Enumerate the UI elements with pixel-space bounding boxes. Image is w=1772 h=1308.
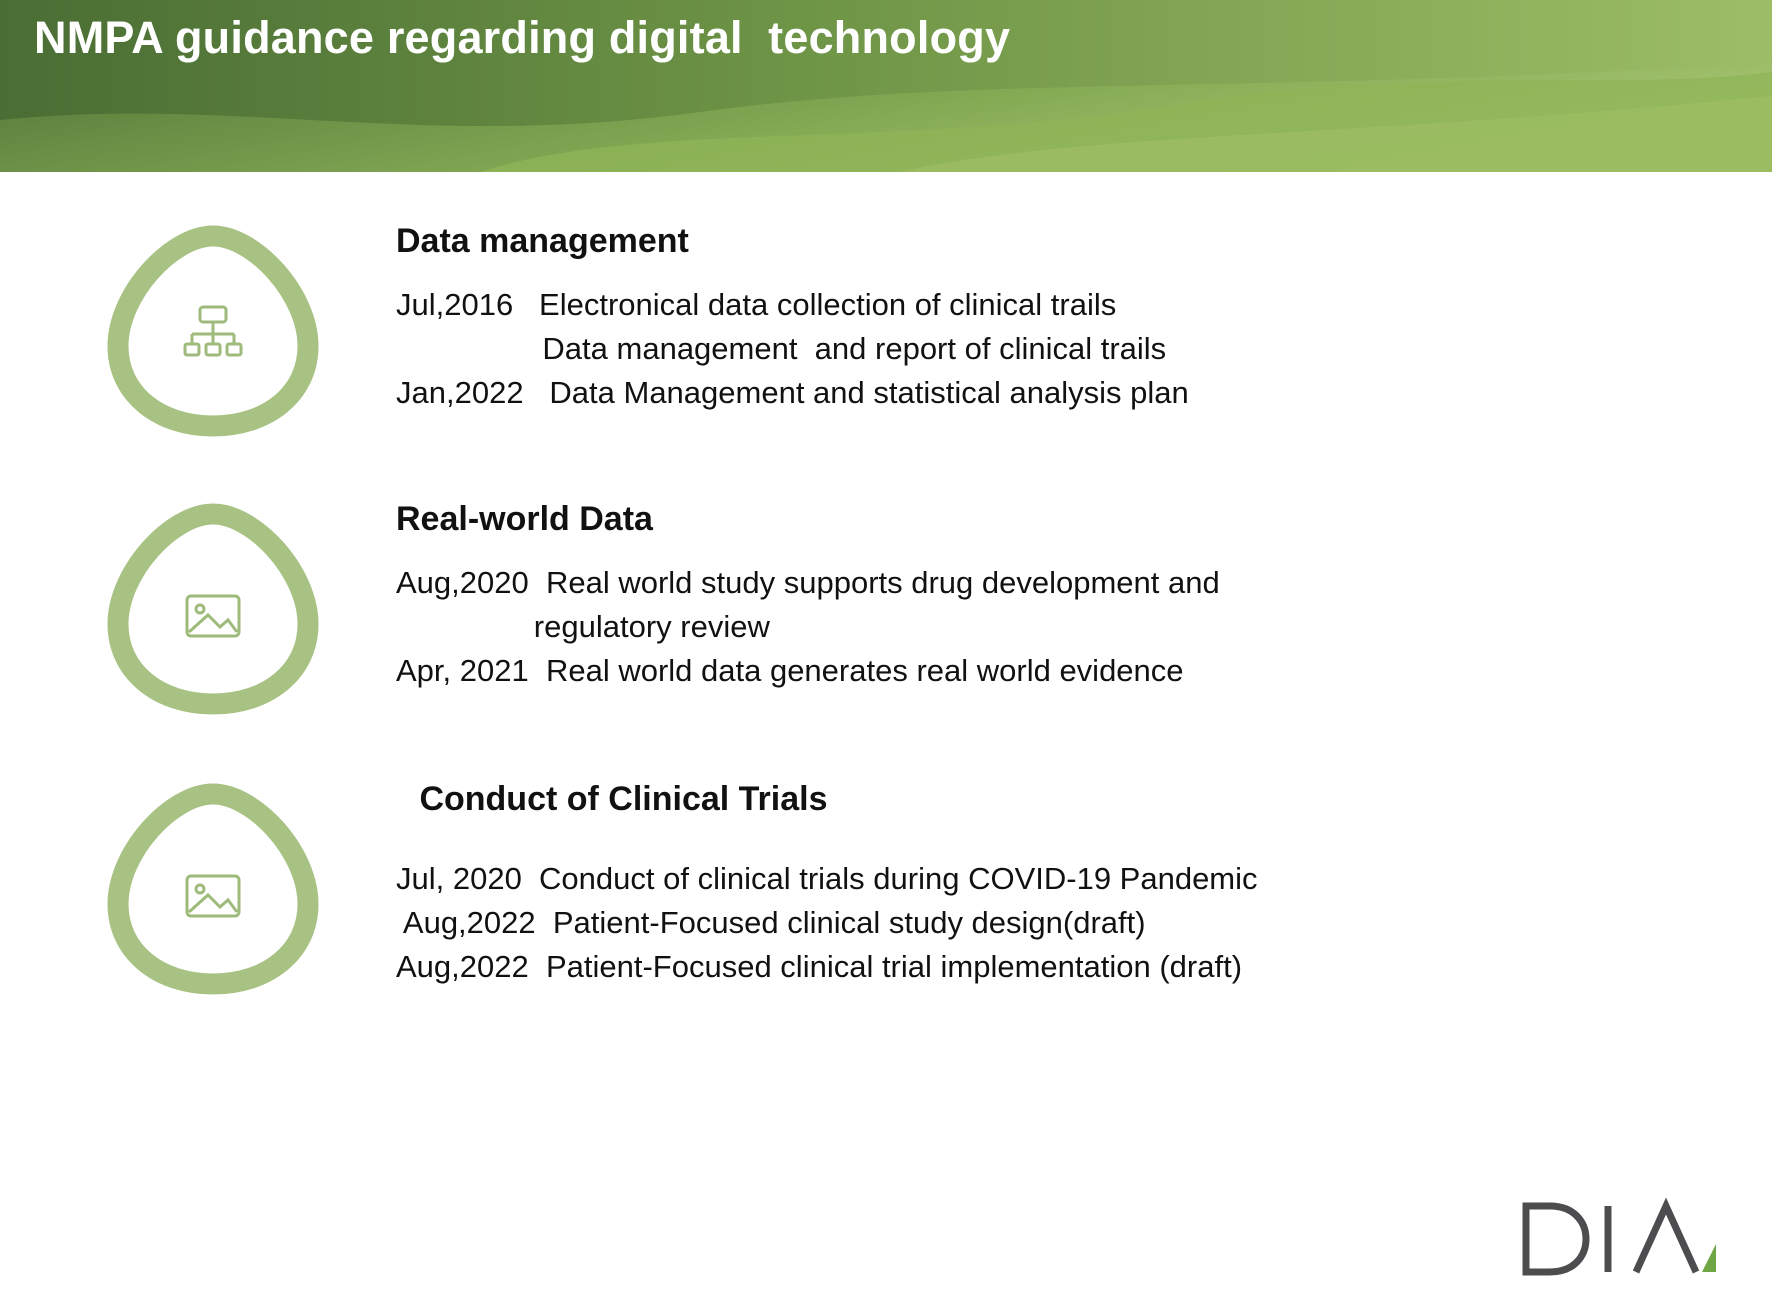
section-2-text — [396, 500, 1716, 693]
section-1-line-1: Jul,2016 Electronical data collection of clinical trails — [396, 287, 1117, 322]
section-3-line-1: Jul, 2020 Conduct of clinical trials during COVID-19 Pandemic — [396, 861, 1258, 896]
section-3-line-2: Aug,2022 Patient-Focused clinical study design(draft) — [396, 905, 1146, 941]
image-icon — [104, 780, 322, 998]
slide-header-banner — [0, 0, 1772, 172]
section-3-line-3: Aug,2022 Patient-Focused clinical trial implementation (draft) — [396, 949, 1243, 985]
section-2-line-1: Aug,2020 Real world study supports drug development and — [396, 565, 1220, 600]
section-1-line-3: Jan,2022 Data Management and statistical analysis plan — [396, 375, 1189, 411]
org-chart-icon — [104, 222, 322, 440]
section-1-heading: Data management — [396, 222, 689, 260]
slide-body — [0, 172, 1772, 1308]
page-title: NMPA guidance regarding digital technology — [34, 12, 1011, 63]
section-3-text — [396, 780, 1716, 989]
section-3-heading: Conduct of Clinical Trials — [410, 780, 828, 818]
section-2-line-2: regulatory review — [396, 609, 770, 645]
section-1-text — [396, 222, 1716, 415]
section-2-line-3: Apr, 2021 Real world data generates real world evidence — [396, 653, 1184, 689]
dia-logo — [1516, 1196, 1726, 1282]
section-1-line-2: Data management and report of clinical trails — [396, 331, 1167, 367]
image-icon — [104, 500, 322, 718]
section-2-heading: Real-world Data — [396, 500, 653, 538]
